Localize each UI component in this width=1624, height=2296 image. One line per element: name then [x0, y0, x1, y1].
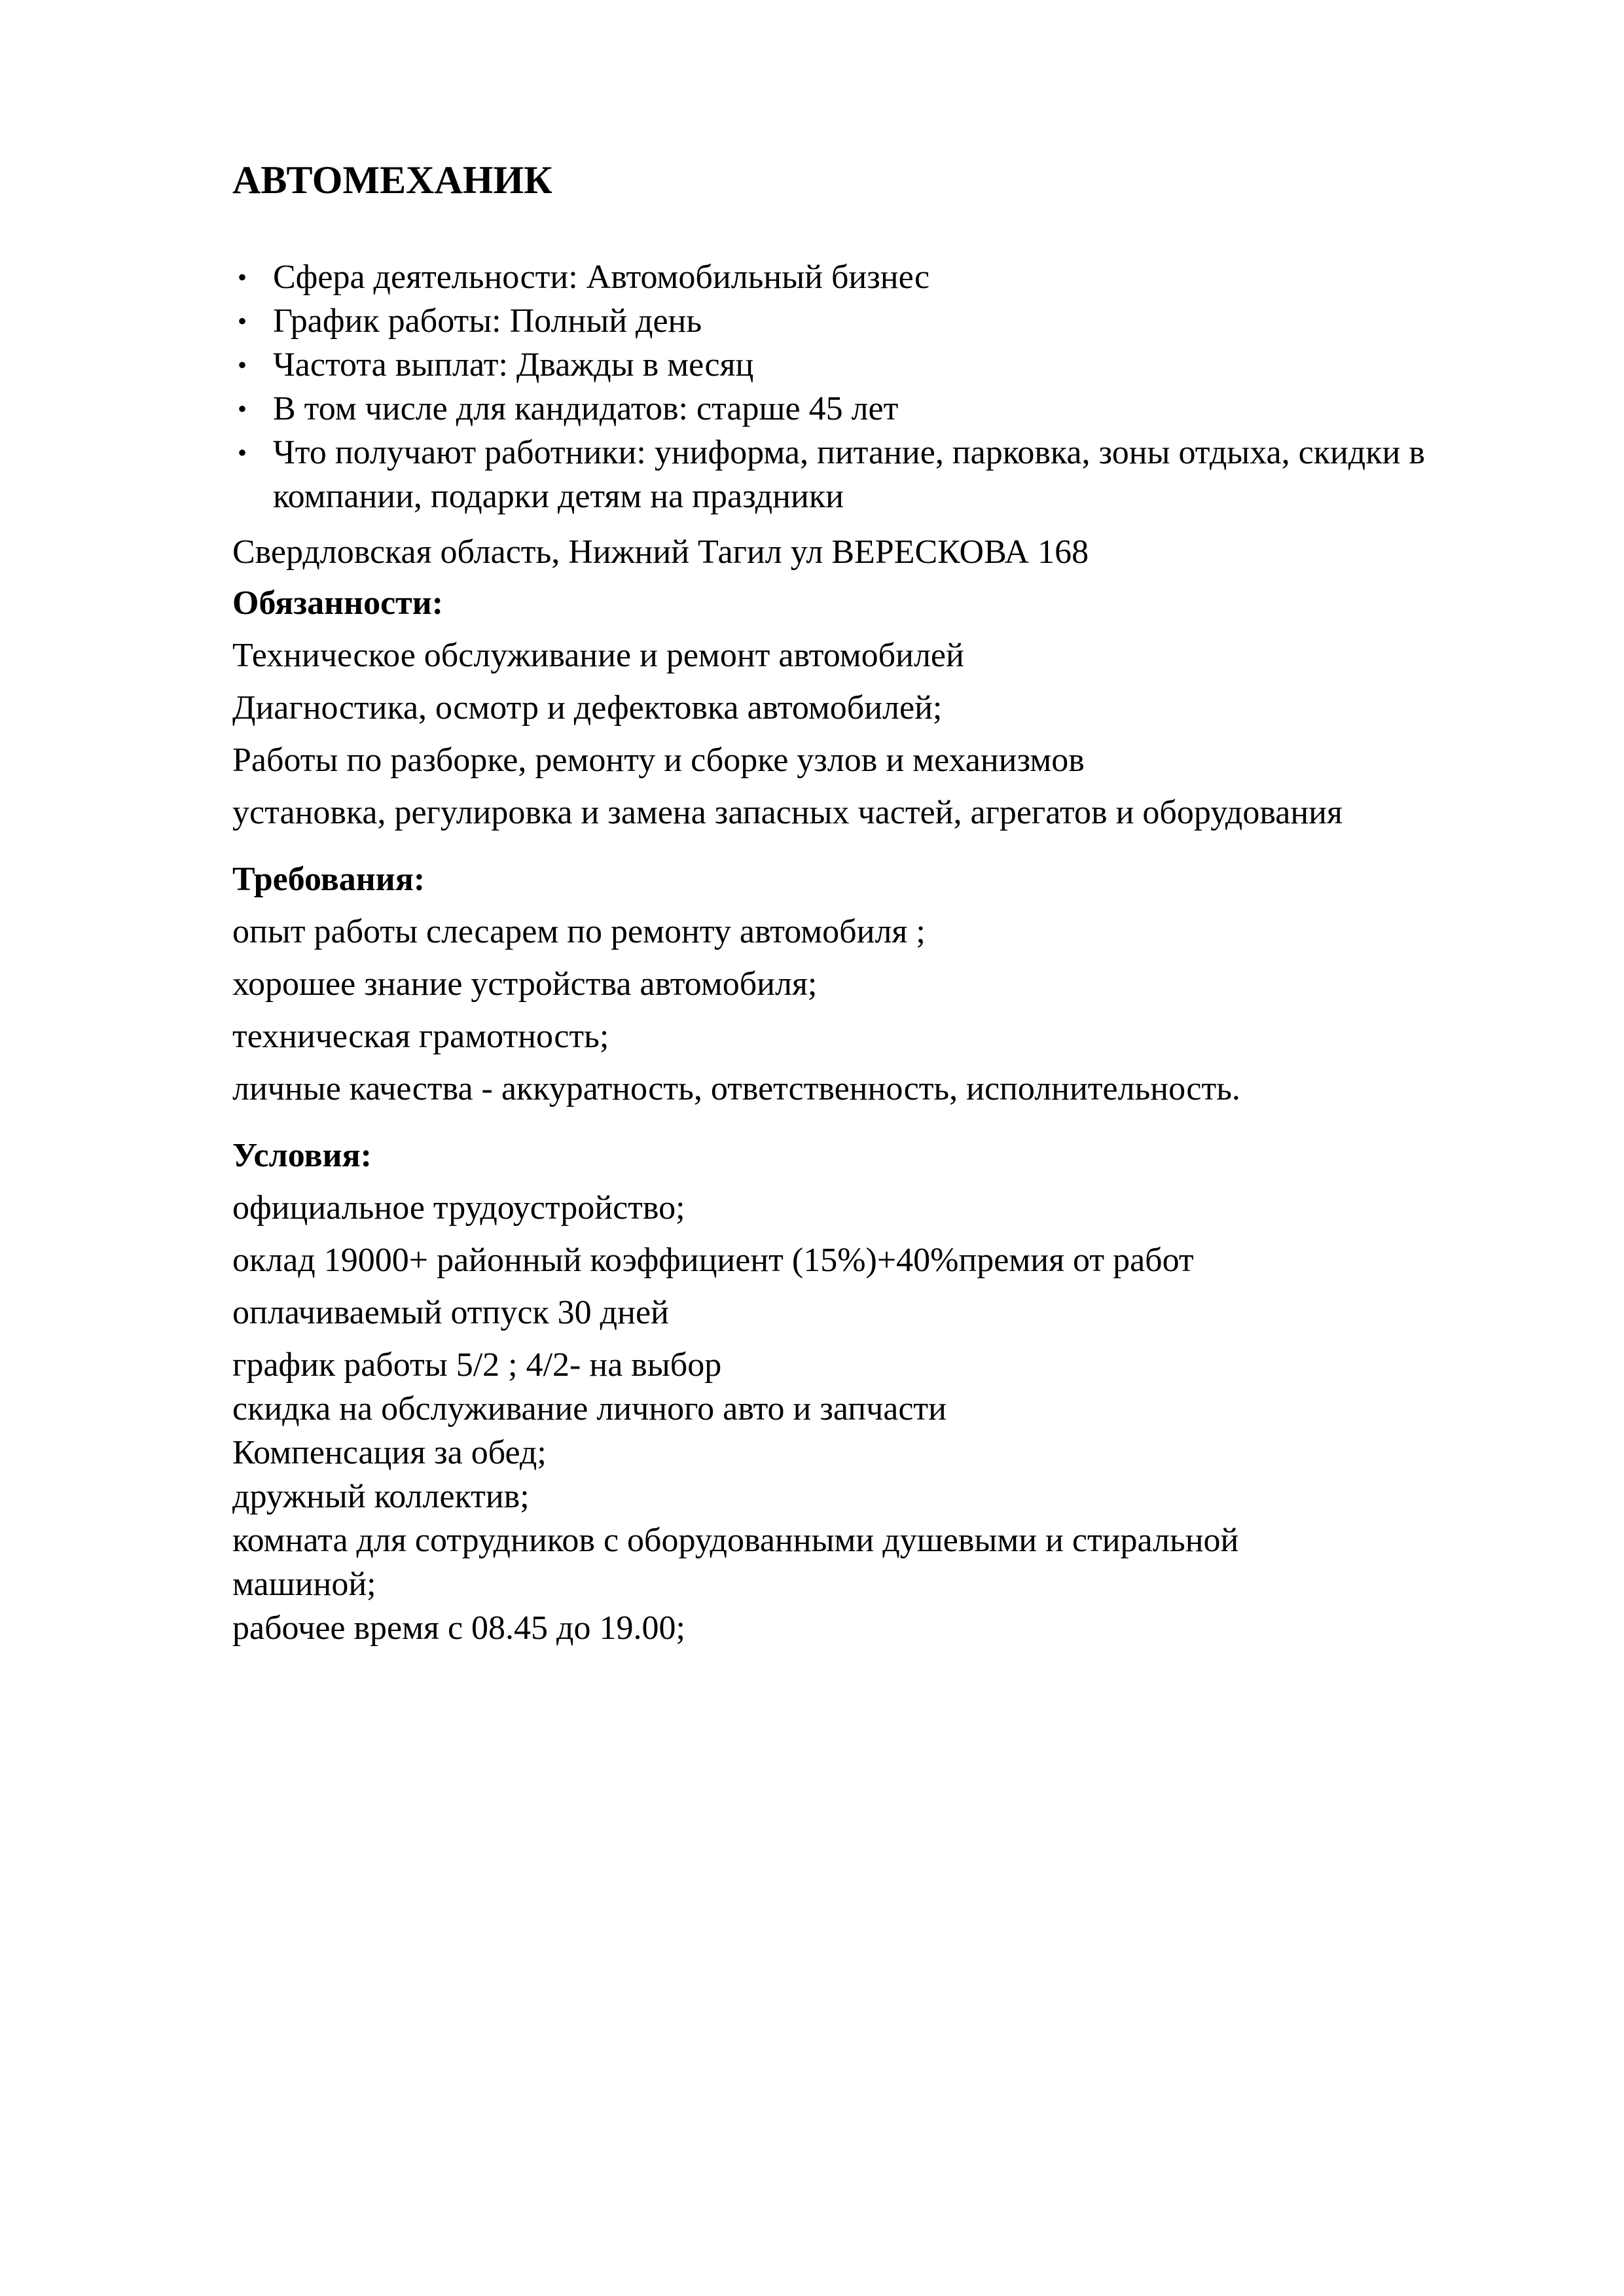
summary-item-text: В том числе для кандидатов: старше 45 лет — [273, 390, 899, 427]
duties-heading: Обязанности: — [232, 584, 444, 622]
duty-item: установка, регулировка и замена запасных частей, агрегатов и оборудования — [232, 794, 1343, 831]
summary-item-text: Сфера деятельности: Автомобильный бизнес — [273, 259, 930, 296]
summary-list — [232, 255, 1528, 518]
condition-item: рабочее время с 08.45 до 19.00; — [232, 1609, 685, 1647]
bullet-icon: • — [237, 350, 247, 380]
bullet-icon: • — [237, 438, 247, 467]
requirements-heading: Требования: — [232, 861, 425, 898]
condition-item: оклад 19000+ районный коэффициент (15%)+40%премия от работ — [232, 1242, 1194, 1279]
summary-item — [232, 387, 1528, 431]
duty-item: Техническое обслуживание и ремонт автомобилей — [232, 637, 964, 674]
summary-item-text: График работы: Полный день — [273, 302, 702, 340]
condition-item: дружный коллектив; — [232, 1478, 530, 1515]
duty-item: Работы по разборке, ремонту и сборке узлов и механизмов — [232, 742, 1085, 779]
requirement-item: опыт работы слесарем по ремонту автомобиля ; — [232, 913, 926, 950]
bullet-icon: • — [237, 262, 247, 292]
address: Свердловская область, Нижний Тагил ул ВЕРЕСКОВА 168 — [232, 533, 1089, 571]
condition-item: машиной; — [232, 1566, 376, 1603]
requirement-item: техническая грамотность; — [232, 1018, 609, 1055]
conditions-heading: Условия: — [232, 1137, 372, 1174]
requirement-item: личные качества - аккуратность, ответственность, исполнительность. — [232, 1070, 1240, 1107]
condition-item: скидка на обслуживание личного авто и запчасти — [232, 1390, 947, 1427]
summary-item-text: Что получают работники: униформа, питание, парковка, зоны отдыха, скидки в компании, подарки детям на праздники — [273, 434, 1425, 515]
condition-item: комната для сотрудников с оборудованными душевыми и стиральной — [232, 1522, 1239, 1559]
condition-item: оплачиваемый отпуск 30 дней — [232, 1294, 669, 1331]
bullet-icon: • — [237, 394, 247, 423]
summary-item-text: Частота выплат: Дважды в месяц — [273, 346, 754, 384]
condition-item: официальное трудоустройство; — [232, 1189, 685, 1227]
requirement-item: хорошее знание устройства автомобиля; — [232, 965, 818, 1003]
condition-item: график работы 5/2 ; 4/2- на выбор — [232, 1346, 722, 1384]
summary-item — [232, 255, 1528, 299]
condition-item: Компенсация за обед; — [232, 1434, 547, 1471]
document-title: АВТОМЕХАНИК — [232, 158, 552, 202]
bullet-icon: • — [237, 306, 247, 336]
duty-item: Диагностика, осмотр и дефектовка автомобилей; — [232, 689, 943, 726]
summary-item — [232, 431, 1528, 518]
summary-item — [232, 343, 1528, 387]
summary-item — [232, 299, 1528, 343]
